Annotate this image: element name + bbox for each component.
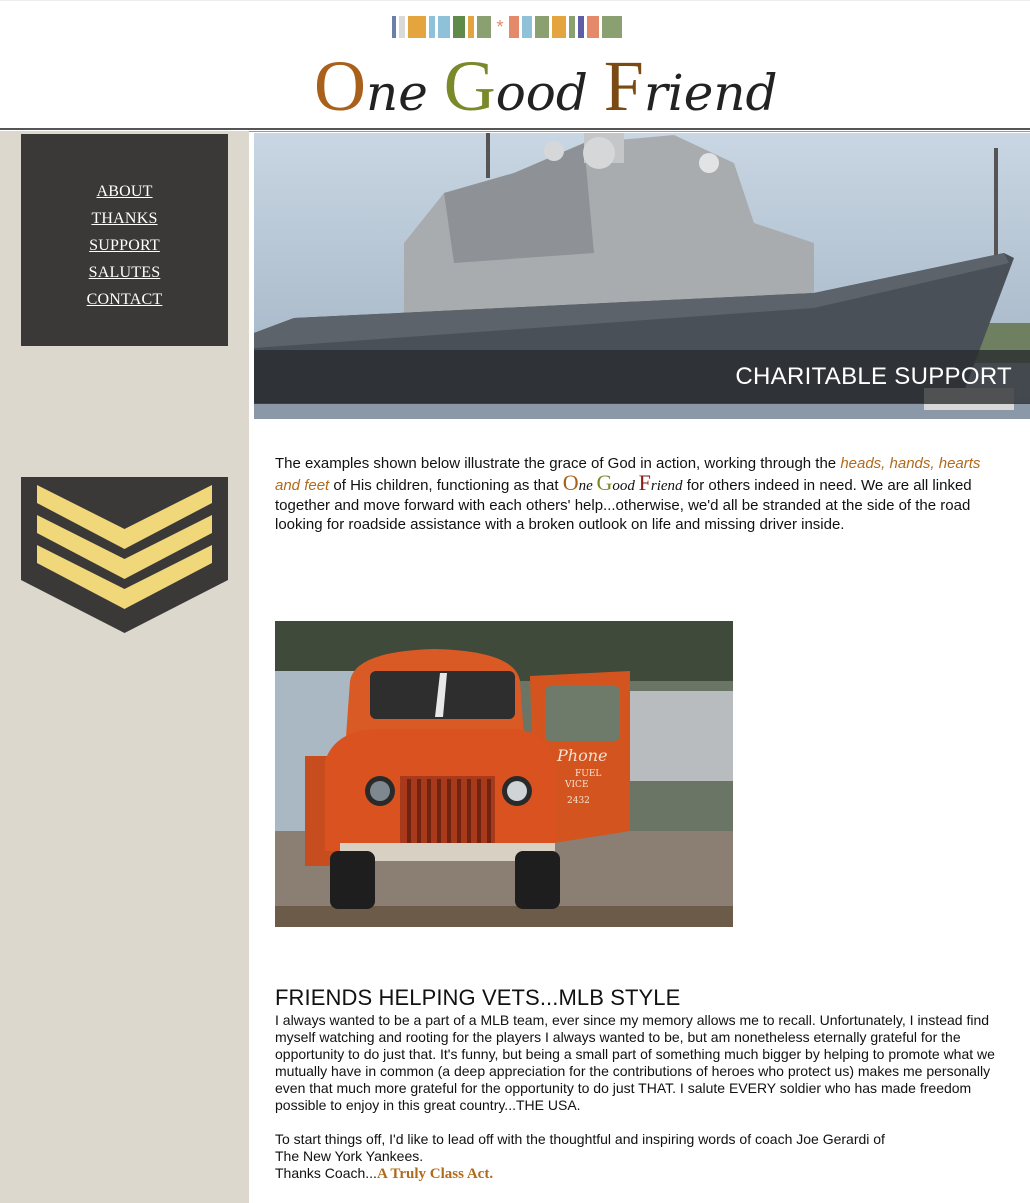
ribbon-stripe <box>569 16 575 38</box>
logo-letter-f: F <box>603 46 644 126</box>
intro-text-3: for others indeed in need. We are all linked together and move forward with each others' help...otherwise, we'd all be stranded at the side of the road looking for roadside assistance with a broken outlook on life and missing driver inside. <box>275 477 972 533</box>
thanks-line <box>275 1165 995 1183</box>
inline-logo <box>562 470 683 495</box>
ribbon-stripe <box>408 16 426 38</box>
ribbon-stripe <box>429 16 435 38</box>
logo-letter-g: G <box>443 46 496 126</box>
site-logo[interactable] <box>314 45 778 125</box>
ribbon-stripe <box>477 16 491 38</box>
ribbon-star-icon: * <box>496 17 504 37</box>
door-text-number: 2432 <box>567 796 590 806</box>
sidebar <box>0 131 249 1203</box>
logo-letter-o: O <box>314 46 366 126</box>
logo-text-ood: ood <box>495 64 604 122</box>
nav-link-about[interactable]: ABOUT <box>96 183 153 200</box>
inline-logo-ood: ood <box>612 478 639 494</box>
door-text-phone: Phone <box>557 746 608 765</box>
door-text-fuel: FUEL <box>575 769 602 779</box>
sergeant-chevron-icon <box>21 477 228 633</box>
ribbon-stripe-decoration <box>392 16 622 38</box>
section-paragraph-1: I always wanted to be a part of a MLB team, ever since my memory allows me to recall. Unfortunately, I instead find myself watching and rooting for the players I always wanted to be, but am nonetheless eternally grateful for the opportunity to do just that. It's funny, but being a small part of something much bigger by helping to promote what we mutually have in common (a deep appreciation for the contributions of heroes who protect us) makes me personally even that much more grateful for the opportunity to do just THAT. I salute EVERY soldier who has made freedom possible to enjoy in this great country...THE USA. <box>275 1012 995 1113</box>
ribbon-stripe <box>509 16 519 38</box>
inline-logo-g: G <box>596 470 613 495</box>
ribbon-stripe <box>468 16 474 38</box>
inline-logo-o: O <box>562 470 579 495</box>
intro-emphasis: heads, hands, hearts and feet <box>275 455 981 494</box>
nav-link-thanks[interactable]: THANKS <box>91 210 158 227</box>
ribbon-stripe <box>399 16 405 38</box>
ribbon-stripe <box>578 16 584 38</box>
nav-link-salutes[interactable]: SALUTES <box>88 264 161 281</box>
intro-paragraph <box>275 454 995 534</box>
main-nav <box>21 134 228 346</box>
inline-logo-f: F <box>638 470 651 495</box>
hero-title: CHARITABLE SUPPORT <box>735 363 1012 390</box>
inline-logo-riend: riend <box>650 478 683 494</box>
thanks-coach-text: Thanks Coach... <box>275 1165 377 1181</box>
ribbon-stripe <box>535 16 549 38</box>
intro-text-1: The examples shown below illustrate the grace of God in action, working through the <box>275 455 841 472</box>
logo-text-ne: ne <box>366 64 444 122</box>
section-paragraph-2-line-2: The New York Yankees. <box>275 1148 424 1164</box>
nav-link-support[interactable]: SUPPORT <box>89 237 160 254</box>
ribbon-stripe <box>587 16 599 38</box>
class-act-text: A Truly Class Act. <box>376 1166 494 1182</box>
ribbon-stripe <box>602 16 622 38</box>
truck-illustration <box>275 621 733 927</box>
inline-logo-ne: ne <box>578 478 597 494</box>
logo-text-riend: riend <box>643 64 778 122</box>
hero-ship-image <box>254 133 1030 419</box>
ribbon-stripe <box>522 16 532 38</box>
section-title: FRIENDS HELPING VETS...MLB STYLE <box>275 985 681 1010</box>
old-orange-truck-image <box>275 621 733 927</box>
ribbon-stripe <box>453 16 465 38</box>
section-paragraph-2-line-1: To start things off, I'd like to lead off with the thoughtful and inspiring words of coach Joe Gerardi of <box>275 1131 885 1147</box>
site-header <box>0 0 1030 131</box>
nav-link-contact[interactable]: CONTACT <box>86 291 163 308</box>
section-body <box>275 1012 995 1183</box>
ribbon-stripe <box>392 16 396 38</box>
intro-text-2: of His children, functioning as that <box>329 477 563 494</box>
door-text-vice: VICE <box>565 780 589 790</box>
ribbon-stripe <box>438 16 450 38</box>
ribbon-stripe <box>552 16 566 38</box>
